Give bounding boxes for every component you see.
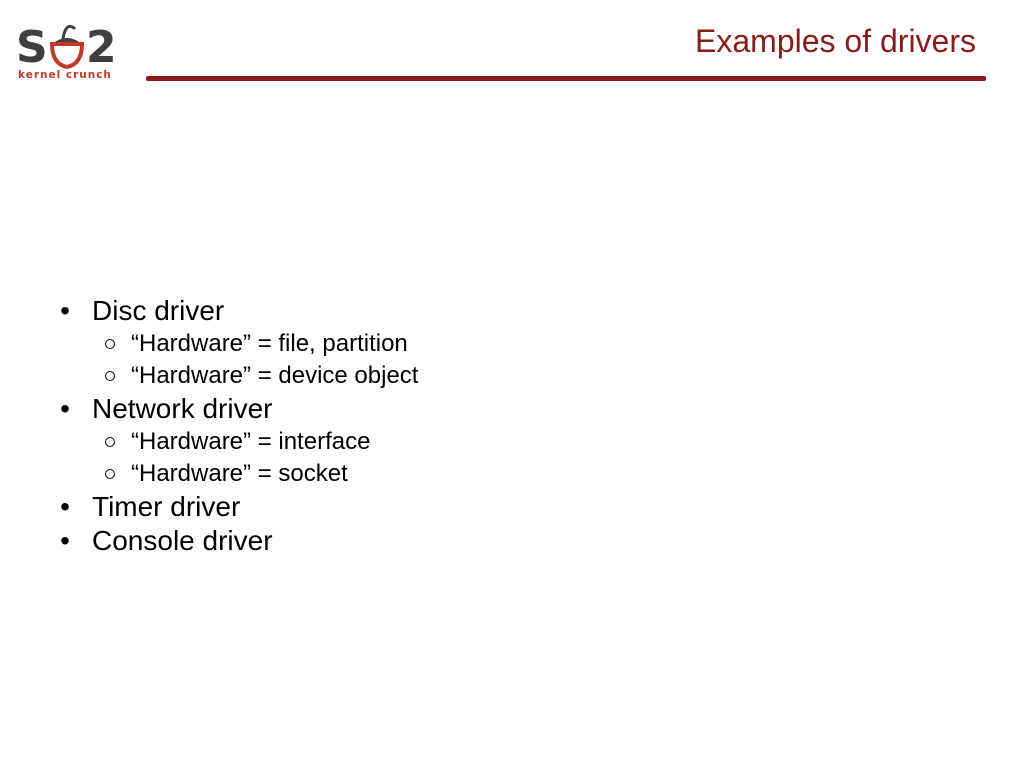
bullet-item bbox=[55, 392, 418, 426]
bullet-dot-icon: • bbox=[60, 295, 70, 326]
slide-title: Examples of drivers bbox=[695, 23, 976, 59]
svg-text:2: 2 bbox=[86, 22, 117, 73]
sub-bullet-text: “Hardware” = file, partition bbox=[131, 330, 408, 357]
sub-bullet-text: “Hardware” = device object bbox=[131, 362, 419, 389]
title-underline bbox=[146, 76, 986, 81]
sub-bullet-text: “Hardware” = interface bbox=[131, 428, 371, 455]
sub-bullet-item bbox=[55, 458, 418, 490]
sub-bullet-circle-icon bbox=[105, 469, 115, 479]
svg-text:kernel crunch: kernel crunch bbox=[18, 69, 112, 81]
bullet-text: Network driver bbox=[92, 393, 273, 424]
bullet-dot-icon: • bbox=[60, 393, 70, 424]
bullet-dot-icon: • bbox=[60, 491, 70, 522]
bullet-text: Timer driver bbox=[92, 491, 241, 522]
svg-text:S: S bbox=[16, 22, 48, 73]
bullet-item bbox=[55, 490, 418, 524]
bullet-text: Console driver bbox=[92, 525, 273, 556]
bullet-list bbox=[55, 294, 418, 558]
bullet-item bbox=[55, 294, 418, 328]
sub-bullet-item bbox=[55, 328, 418, 360]
sub-bullet-circle-icon bbox=[105, 437, 115, 447]
sub-bullet-circle-icon bbox=[105, 339, 115, 349]
so2-logo bbox=[14, 12, 132, 84]
bullet-item bbox=[55, 524, 418, 558]
sub-bullet-item bbox=[55, 360, 418, 392]
sub-bullet-item bbox=[55, 426, 418, 458]
bullet-dot-icon: • bbox=[60, 525, 70, 556]
bullet-text: Disc driver bbox=[92, 295, 225, 326]
sub-bullet-circle-icon bbox=[105, 371, 115, 381]
sub-bullet-text: “Hardware” = socket bbox=[131, 460, 348, 487]
